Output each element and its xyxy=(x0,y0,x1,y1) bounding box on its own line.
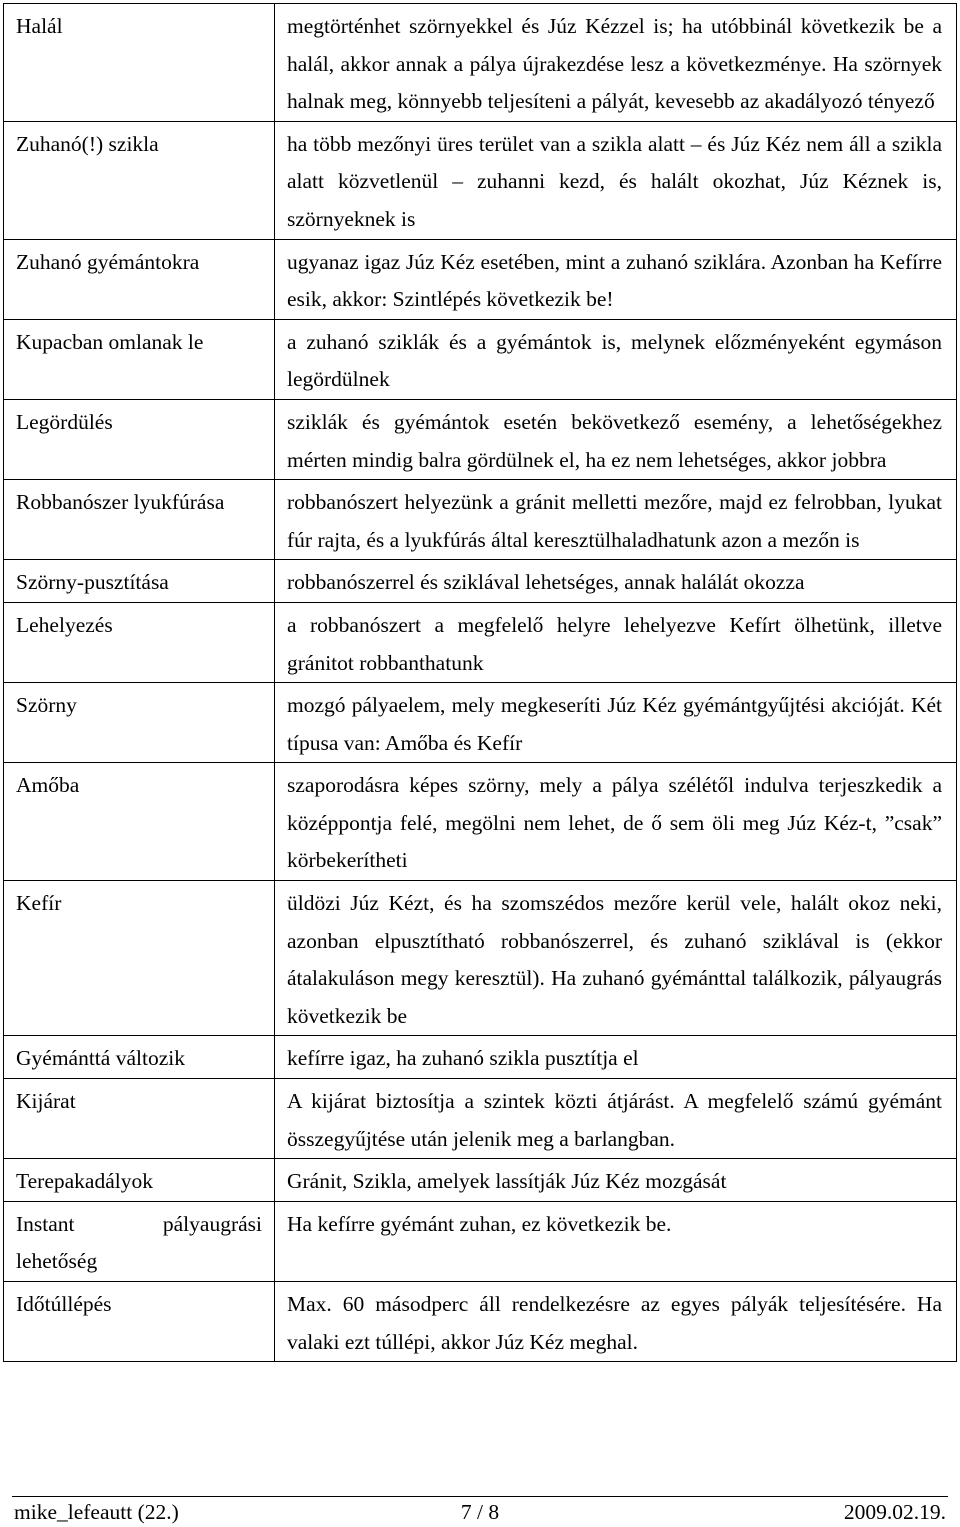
table-row xyxy=(4,602,957,682)
table-row xyxy=(4,4,957,122)
table-row xyxy=(4,1282,957,1362)
table-row xyxy=(4,239,957,319)
term-cell: Amőba xyxy=(4,763,275,881)
footer-author: mike_lefeautt (22.) xyxy=(14,1500,179,1524)
term-cell: Instant pályaugrási lehetőség xyxy=(4,1201,275,1281)
description-cell: robbanószert helyezünk a gránit melletti mezőre, majd ez felrobban, lyukat fúr rajta, és a lyukfúrás által keresztülhaladhatunk azon a mezőn is xyxy=(275,480,957,560)
footer-page-number: 7 / 8 xyxy=(460,1500,500,1524)
table-row xyxy=(4,121,957,239)
description-cell: a robbanószert a megfelelő helyre lehelyezve Kefírt ölhetünk, illetve gránitot robbanthatunk xyxy=(275,602,957,682)
term-cell: Lehelyezés xyxy=(4,602,275,682)
term-cell: Kupacban omlanak le xyxy=(4,319,275,399)
term-cell: Legördülés xyxy=(4,399,275,479)
table-row xyxy=(4,683,957,763)
term-cell: Gyémánttá változik xyxy=(4,1036,275,1079)
description-cell: a zuhanó sziklák és a gyémántok is, melynek előzményeként egymáson legördülnek xyxy=(275,319,957,399)
term-cell: Zuhanó(!) szikla xyxy=(4,121,275,239)
definition-table xyxy=(3,3,957,1362)
description-cell: Gránit, Szikla, amelyek lassítják Júz Kéz mozgását xyxy=(275,1159,957,1202)
description-cell: kefírre igaz, ha zuhanó szikla pusztítja el xyxy=(275,1036,957,1079)
description-cell: mozgó pályaelem, mely megkeseríti Júz Kéz gyémántgyűjtési akcióját. Két típusa van: Amőba és Kefír xyxy=(275,683,957,763)
description-cell: szaporodásra képes szörny, mely a pálya szélétől indulva terjeszkedik a középpontja felé, megölni nem lehet, de ő sem öli meg Júz Kéz-t, ”csak” körbekerítheti xyxy=(275,763,957,881)
term-cell: Kefír xyxy=(4,881,275,1036)
term-cell: Zuhanó gyémántokra xyxy=(4,239,275,319)
table-row xyxy=(4,560,957,603)
description-cell: megtörténhet szörnyekkel és Júz Kézzel is; ha utóbbinál következik be a halál, akkor annak a pálya újrakezdése lesz a következménye. Ha szörnyek halnak meg, könnyebb teljesíteni a pályát, kevesebb az akadályozó tényező xyxy=(275,4,957,122)
description-cell: sziklák és gyémántok esetén bekövetkező esemény, a lehetőségekhez mérten mindig balra gördülnek el, ha ez nem lehetséges, akkor jobbra xyxy=(275,399,957,479)
table-row xyxy=(4,1201,957,1281)
table-row xyxy=(4,319,957,399)
table-row xyxy=(4,881,957,1036)
term-cell: Robbanószer lyukfúrása xyxy=(4,480,275,560)
table-row xyxy=(4,1079,957,1159)
term-cell: Terepakadályok xyxy=(4,1159,275,1202)
term-cell: Szörny xyxy=(4,683,275,763)
table-row xyxy=(4,399,957,479)
term-cell: Szörny-pusztítása xyxy=(4,560,275,603)
term-cell: Halál xyxy=(4,4,275,122)
table-row xyxy=(4,1159,957,1202)
description-cell: A kijárat biztosítja a szintek közti átjárást. A megfelelő számú gyémánt összegyűjtése után jelenik meg a barlangban. xyxy=(275,1079,957,1159)
description-cell: ugyanaz igaz Júz Kéz esetében, mint a zuhanó sziklára. Azonban ha Kefírre esik, akkor: Szintlépés következik be! xyxy=(275,239,957,319)
table-row xyxy=(4,1036,957,1079)
table-row xyxy=(4,480,957,560)
description-cell: robbanószerrel és sziklával lehetséges, annak halálát okozza xyxy=(275,560,957,603)
description-cell: üldözi Júz Kézt, és ha szomszédos mezőre kerül vele, halált okoz neki, azonban elpusztítható robbanószerrel, és zuhanó sziklával is (ekkor átalakuláson megy keresztül). Ha zuhanó gyémánttal találkozik, pályaugrás következik be xyxy=(275,881,957,1036)
footer-date: 2009.02.19. xyxy=(843,1500,946,1524)
term-cell: Időtúllépés xyxy=(4,1282,275,1362)
term-cell: Kijárat xyxy=(4,1079,275,1159)
description-cell: Ha kefírre gyémánt zuhan, ez következik be. xyxy=(275,1201,957,1281)
table-row xyxy=(4,763,957,881)
description-cell: ha több mezőnyi üres terület van a szikla alatt – és Júz Kéz nem áll a szikla alatt közvetlenül – zuhanni kezd, és halált okozhat, Júz Kéznek is, szörnyeknek is xyxy=(275,121,957,239)
description-cell: Max. 60 másodperc áll rendelkezésre az egyes pályák teljesítésére. Ha valaki ezt túllépi, akkor Júz Kéz meghal. xyxy=(275,1282,957,1362)
